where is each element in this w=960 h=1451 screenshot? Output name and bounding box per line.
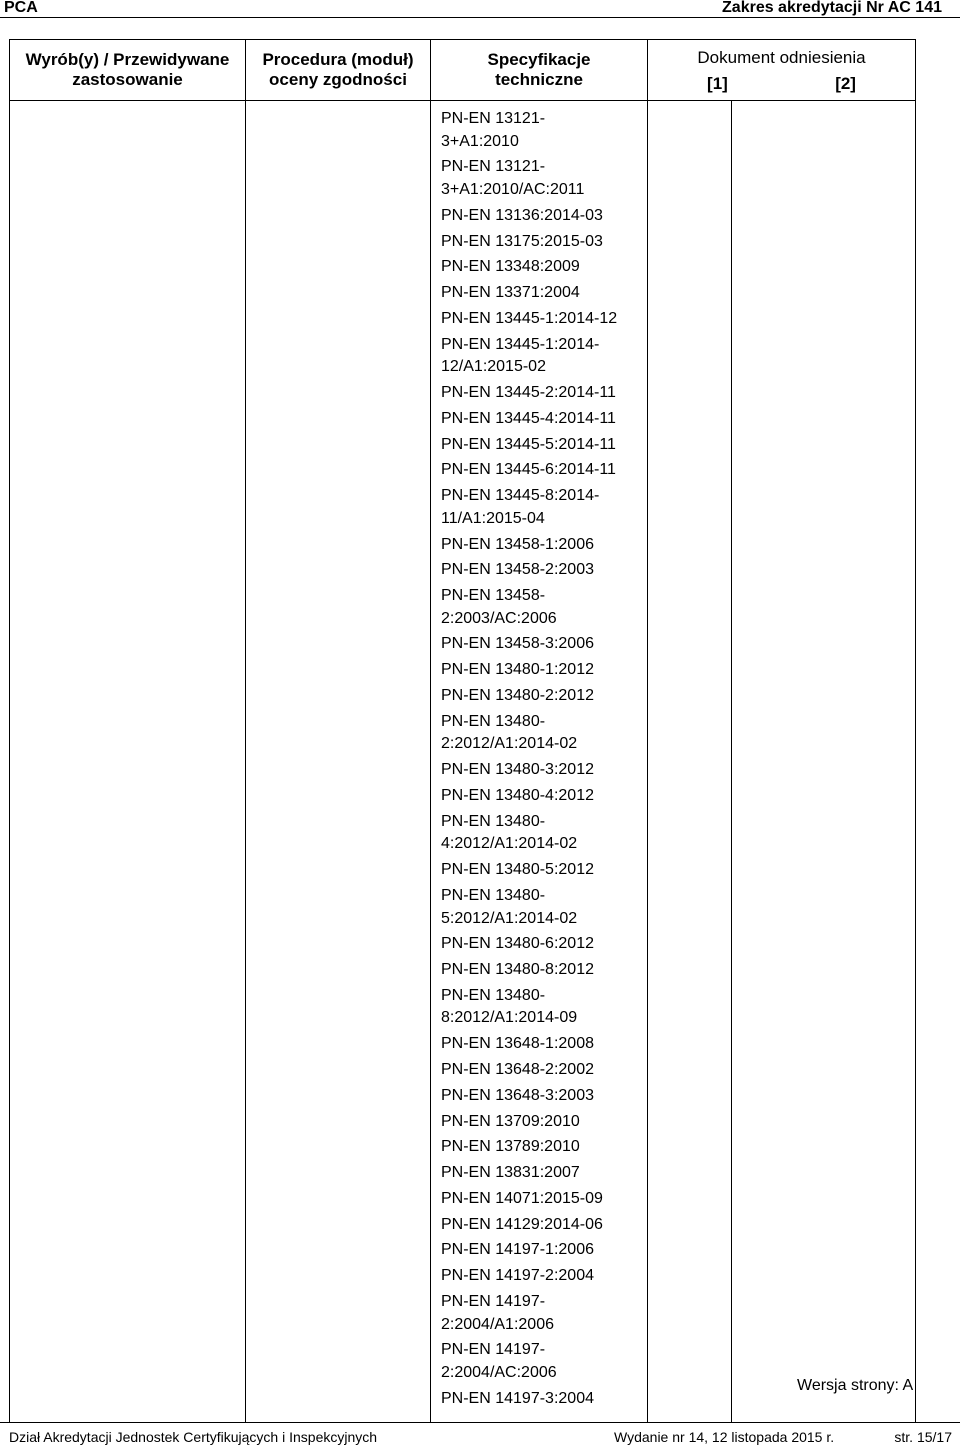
spec-item: PN-EN 13445-2:2014-11 xyxy=(441,384,616,402)
spec-item: PN-EN 13480-6:2012 xyxy=(441,935,594,953)
spec-item: PN-EN 14197- 2:2004/AC:2006 xyxy=(441,1341,557,1381)
header-divider xyxy=(0,17,960,18)
spec-item: PN-EN 13445-4:2014-11 xyxy=(441,409,616,427)
spec-item: PN-EN 13480-8:2012 xyxy=(441,961,594,979)
col-header-ref-1: [1] xyxy=(707,74,728,93)
footer-page-number: str. 15/17 xyxy=(894,1429,952,1445)
spec-item: PN-EN 13480-4:2012 xyxy=(441,786,594,804)
spec-item: PN-EN 13175:2015-03 xyxy=(441,232,603,250)
spec-item: PN-EN 13458- 2:2003/AC:2006 xyxy=(441,587,557,627)
spec-item: PN-EN 13789:2010 xyxy=(441,1138,580,1156)
spec-item: PN-EN 13480-1:2012 xyxy=(441,661,594,679)
header-org: PCA xyxy=(4,0,38,16)
table-body-row xyxy=(10,101,916,1423)
spec-item: PN-EN 13480- 8:2012/A1:2014-09 xyxy=(441,986,578,1027)
spec-item: PN-EN 13121- 3+A1:2010 xyxy=(441,110,546,150)
accreditation-table xyxy=(9,39,916,1423)
spec-item: PN-EN 14129:2014-06 xyxy=(441,1215,603,1233)
spec-item: PN-EN 13709:2010 xyxy=(441,1112,580,1130)
footer-edition: Wydanie nr 14, 12 listopada 2015 r. xyxy=(614,1429,835,1445)
spec-item: PN-EN 13348:2009 xyxy=(441,258,580,276)
spec-item: PN-EN 13445-1:2014-12 xyxy=(441,309,618,327)
col-header-procedure: Procedura (moduł) oceny zgodności xyxy=(246,40,431,101)
spec-item: PN-EN 13445-8:2014- 11/A1:2015-04 xyxy=(441,487,600,527)
ref1-cell xyxy=(648,101,732,1423)
spec-item: PN-EN 13121- 3+A1:2010/AC:2011 xyxy=(441,158,585,198)
procedure-cell xyxy=(246,101,431,1423)
spec-item: PN-EN 13480- 4:2012/A1:2014-02 xyxy=(441,812,578,853)
footer-divider xyxy=(0,1422,960,1423)
spec-item: PN-EN 13480-2:2012 xyxy=(441,687,594,705)
table-header-row xyxy=(10,40,916,101)
spec-item: PN-EN 13445-5:2014-11 xyxy=(441,435,616,453)
header-title: Zakres akredytacji Nr AC 141 xyxy=(722,0,942,16)
col-header-product: Wyrób(y) / Przewidywane zastosowanie xyxy=(10,40,246,101)
col-header-ref-2: [2] xyxy=(835,74,856,93)
spec-item: PN-EN 13831:2007 xyxy=(441,1164,580,1182)
spec-list xyxy=(441,108,647,1410)
col-header-reference-document: Dokument odniesienia [1] [2] xyxy=(648,40,916,101)
spec-item: PN-EN 14197-2:2004 xyxy=(441,1267,594,1285)
footer-department: Dział Akredytacji Jednostek Certyfikujących i Inspekcyjnych xyxy=(9,1429,378,1445)
spec-item: PN-EN 13445-6:2014-11 xyxy=(441,461,616,479)
spec-item: PN-EN 13480- 2:2012/A1:2014-02 xyxy=(441,712,578,753)
spec-item: PN-EN 13445-1:2014- 12/A1:2015-02 xyxy=(441,335,600,376)
spec-item: PN-EN 13648-2:2002 xyxy=(441,1061,594,1078)
spec-item: PN-EN 13458-3:2006 xyxy=(441,635,594,653)
spec-item: PN-EN 14197-1:2006 xyxy=(441,1241,594,1259)
spec-item: PN-EN 13480-5:2012 xyxy=(441,861,594,879)
spec-item: PN-EN 13371:2004 xyxy=(441,284,580,302)
ref2-cell xyxy=(732,101,916,1423)
spec-item: PN-EN 14197-3:2004 xyxy=(441,1389,594,1407)
spec-item: PN-EN 13648-3:2003 xyxy=(441,1086,594,1104)
spec-item: PN-EN 13480-3:2012 xyxy=(441,761,594,779)
specs-cell xyxy=(431,101,648,1423)
spec-item: PN-EN 14197- 2:2004/A1:2006 xyxy=(441,1293,554,1333)
spec-item: PN-EN 13480- 5:2012/A1:2014-02 xyxy=(441,886,578,927)
spec-item: PN-EN 13458-2:2003 xyxy=(441,561,594,579)
spec-item: PN-EN 14071:2015-09 xyxy=(441,1189,603,1207)
page-version: Wersja strony: A xyxy=(797,1377,914,1394)
col-header-specs: Specyfikacje techniczne xyxy=(431,40,648,101)
spec-item: PN-EN 13648-1:2008 xyxy=(441,1035,594,1053)
spec-item: PN-EN 13136:2014-03 xyxy=(441,206,603,224)
spec-item: PN-EN 13458-1:2006 xyxy=(441,535,594,553)
product-cell xyxy=(10,101,246,1423)
